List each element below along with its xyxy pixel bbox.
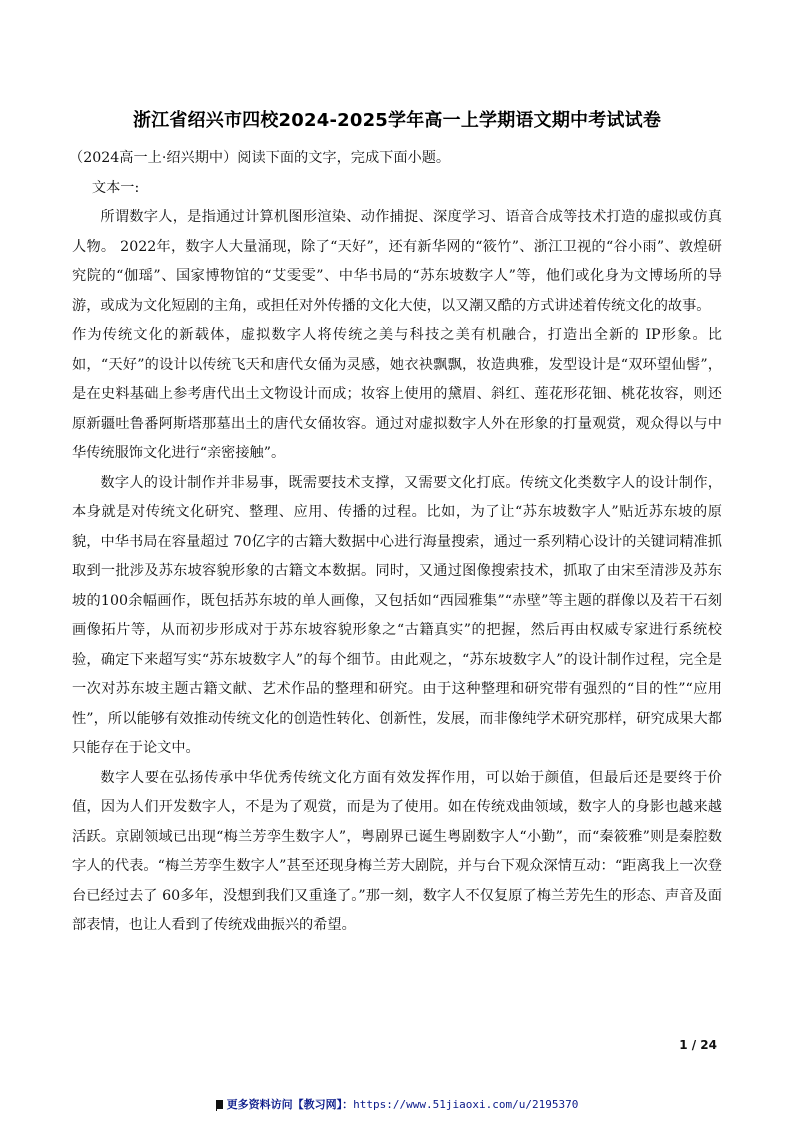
footer-link[interactable] [0, 1096, 794, 1112]
section-label: 文本一: [91, 179, 140, 196]
paragraph: 数字人要在弘扬传承中华优秀传统文化方面有效发挥作用，可以始于颜值，但最后还是要终于价值，因为人们开发数字人，不是为了观赏，而是为了使用。如在传统戏曲领域，数字人的身影也越来越活跃。京剧领域已出现“梅兰芳孪生数字人”，粤剧界已诞生粤剧数字人“小勤”，而“秦筱雅”则是秦腔数字人的代表。“梅兰芳孪生数字人”甚至还现身梅兰芳大剧院，并与台下观众深情互动：“距离我上一次登台已经过去了 60多年，没想到我们又重逢了。”那一刻，数字人不仅复原了梅兰芳先生的形态、声音及面部表情，也让人看到了传统戏曲振兴的希望。 [72, 769, 722, 933]
page-number: 1 / 24 [679, 1038, 717, 1052]
paragraph: 所谓数字人，是指通过计算机图形渲染、动作捕捉、深度学习、语音合成等技术打造的虚拟或仿真人物。 2022年，数字人大量涌现，除了“天好”，还有新华网的“筱竹”、浙江卫视的“谷小雨”、敦煌研究院的“伽瑶”、国家博物馆的“艾雯雯”、中华书局的“苏东坡数字人”等，他们或化身为文博场所的导游，或成为文化短剧的主角，或担任对外传播的文化大使，以又潮又酷的方式讲述着传统文化的故事。 [72, 209, 722, 314]
page-title: 浙江省绍兴市四校2024-2025学年高一上学期语文期中考试试卷 [132, 110, 662, 131]
footer-url[interactable]: https://www.51jiaoxi.com/u/2195370 [353, 1098, 579, 1111]
flag-icon [216, 1100, 223, 1109]
document-body [69, 144, 722, 941]
paragraph: 作为传统文化的新载体，虚拟数字人将传统之美与科技之美有机融合，打造出全新的 IP形象。比如，“天好”的设计以传统飞天和唐代女俑为灵感，她衣袂飘飘，妆造典雅，发型设计是“双环望仙髻”，是在史料基础上参考唐代出土文物设计而成；妆容上使用的黛眉、斜红、莲花形花钿、桃花妆容，则还原新疆吐鲁番阿斯塔那墓出土的唐代女俑妆容。通过对虚拟数字人外在形象的打量观赏，观众得以与中华传统服饰文化进行“亲密接触”。 [72, 327, 722, 461]
paragraph: 数字人的设计制作并非易事，既需要技术支撑，又需要文化打底。传统文化类数字人的设计制作，本身就是对传统文化研究、整理、应用、传播的过程。比如，为了让“苏东坡数字人”贴近苏东坡的原貌，中华书局在容量超过 70亿字的古籍大数据中心进行海量搜索，通过一系列精心设计的关键词精准抓取到一批涉及苏东坡容貌形象的古籍文本数据。同时，又通过图像搜索技术，抓取了由宋至清涉及苏东坡的100余幅画作，既包括苏东坡的单人画像，又包括如“西园雅集”“赤壁”等主题的群像以及若干石刻画像拓片等，从而初步形成对于苏东坡容貌形象之“古籍真实”的把握，然后再由权威专家进行系统校验，确定下来超写实“苏东坡数字人”的每个细节。由此观之，“苏东坡数字人”的设计制作过程，完全是一次对苏东坡主题古籍文献、艺术作品的整理和研究。由于这种整理和研究带有强烈的“目的性”“应用性”，所以能够有效推动传统文化的创造性转化、创新性，发展，而非像纯学术研究那样，研究成果大都只能存在于论文中。 [72, 474, 722, 756]
footer-prefix: 更多资料访问【教习网】： [226, 1098, 354, 1111]
question-intro: （2024高一上·绍兴期中）阅读下面的文字，完成下面小题。 [69, 150, 451, 166]
